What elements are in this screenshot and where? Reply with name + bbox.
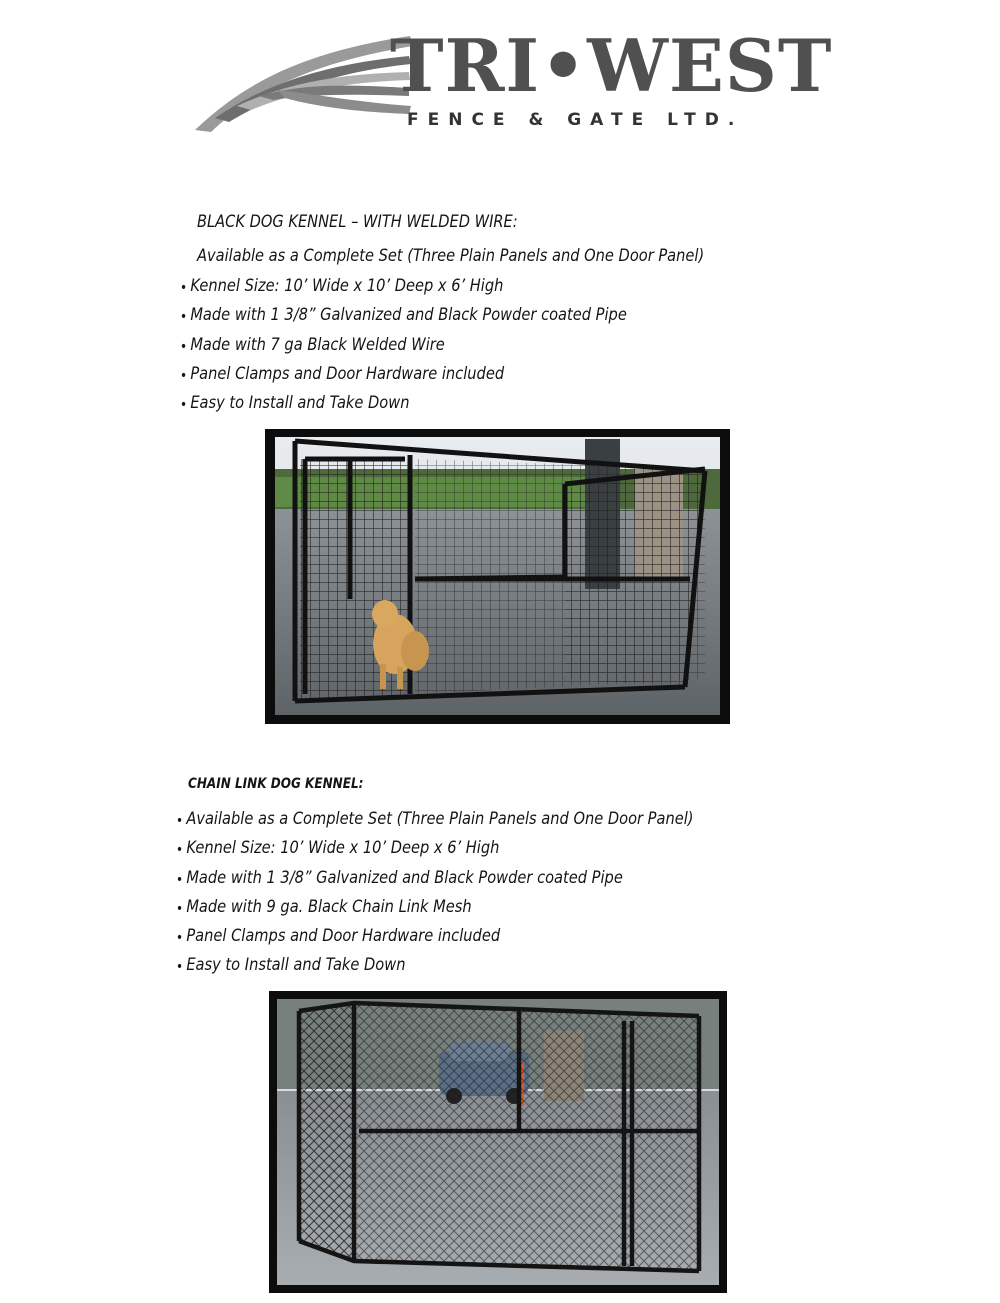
kennel1-intro: Available as a Complete Set (Three Plain Panels and One Door Panel)	[197, 246, 705, 266]
logo-subtitle: FENCE & GATE LTD.	[407, 110, 744, 130]
flag-swoosh-icon	[185, 22, 415, 137]
chain-link-kennel-photo	[269, 991, 727, 1293]
company-logo	[185, 22, 833, 142]
kennel2-heading: CHAIN LINK DOG KENNEL:	[188, 776, 364, 792]
kennel1-heading: BLACK DOG KENNEL – WITH WELDED WIRE:	[197, 212, 518, 232]
welded-wire-kennel-photo	[265, 429, 730, 724]
logo-title: TRI•WEST	[390, 23, 833, 108]
